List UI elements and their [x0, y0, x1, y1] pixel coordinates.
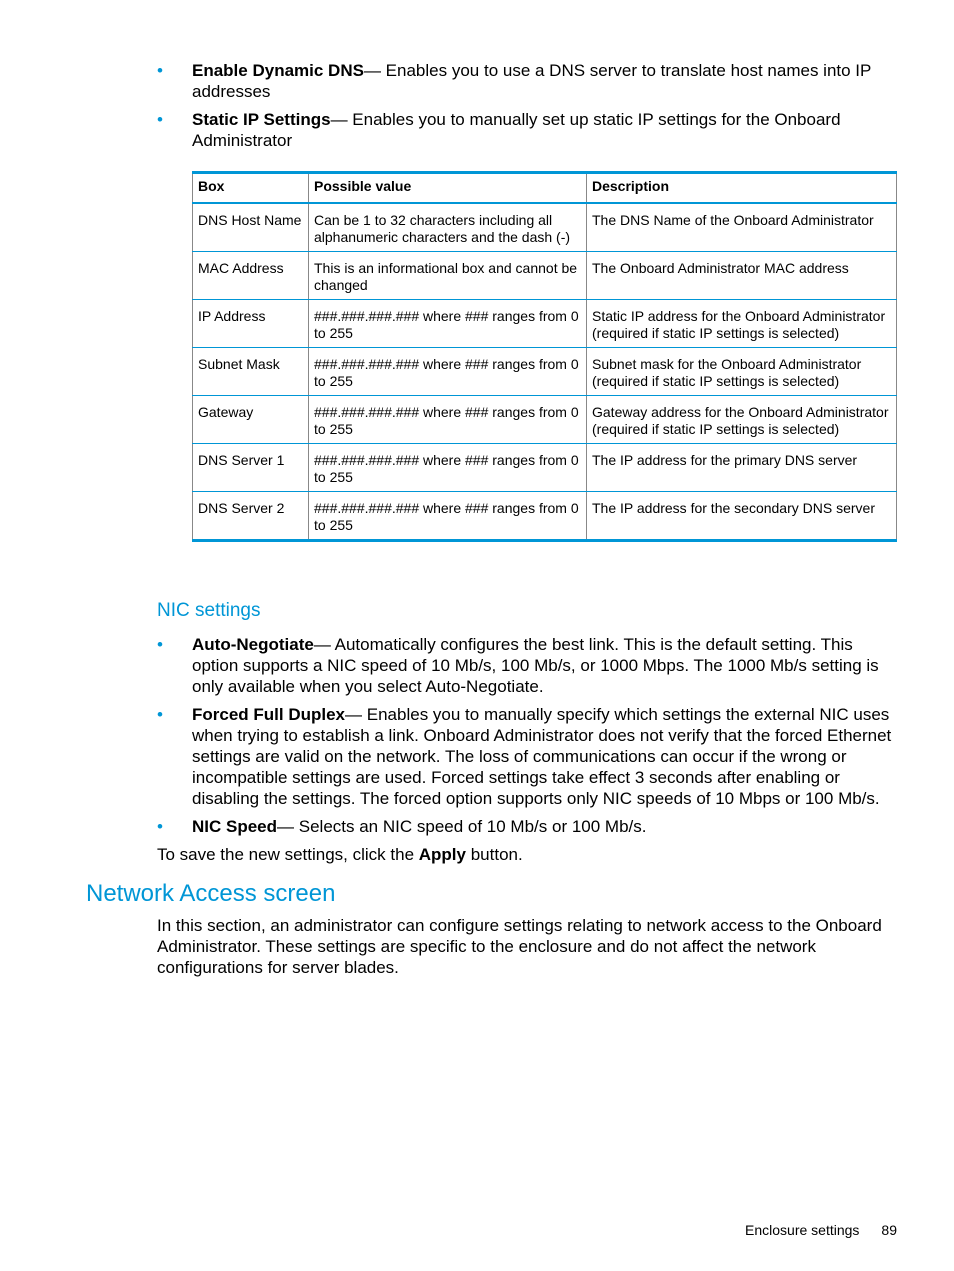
bullet-text: — Automatically configures the best link. This is the default setting. This option supports a NIC speed of 10 Mb/s, 100 Mb/s, or 1000 Mbps. The 1000 Mb/s setting is only available when you select Auto-Negotiate. [192, 635, 879, 696]
cell-value: ###.###.###.### where ### ranges from 0 to 255 [309, 300, 587, 348]
bullet-term: Static IP Settings [192, 110, 331, 129]
bullet-term: Auto-Negotiate [192, 635, 314, 654]
nic-bullet-list [157, 634, 902, 844]
cell-box: DNS Server 2 [193, 492, 309, 541]
section-heading: Network Access screen [86, 880, 336, 907]
header-possible-value: Possible value [309, 173, 587, 204]
bullet-icon: • [157, 110, 163, 129]
cell-value: ###.###.###.### where ### ranges from 0 to 255 [309, 492, 587, 541]
bullet-icon: • [157, 817, 163, 836]
cell-box: IP Address [193, 300, 309, 348]
bullet-item [157, 704, 902, 809]
cell-description: Gateway address for the Onboard Administrator (required if static IP settings is selected) [587, 396, 897, 444]
cell-value: Can be 1 to 32 characters including all alphanumeric characters and the dash (-) [309, 203, 587, 252]
cell-box: MAC Address [193, 252, 309, 300]
save-text-after: button. [465, 845, 523, 864]
bullet-item [157, 634, 902, 697]
bullet-icon: • [157, 705, 163, 724]
cell-value: This is an informational box and cannot be changed [309, 252, 587, 300]
table-row [193, 252, 897, 300]
bullet-text: — Enables you to manually specify which settings the external NIC uses when trying to establish a link. Onboard Administrator does not verify that the forced Ethernet settings are valid on the network. The loss of communications can occur if the wrong or incompatible settings are used. Forced settings take effect 3 seconds after enabling or disabling the settings. The forced option supports only NIC speeds of 10 Mbps or 100 Mb/s. [192, 705, 892, 808]
bullet-text: — Enables you to manually set up static IP settings for the Onboard Administrator [192, 110, 841, 150]
bullet-text: — Enables you to use a DNS server to translate host names into IP addresses [192, 61, 872, 101]
header-description: Description [587, 173, 897, 204]
cell-description: The DNS Name of the Onboard Administrator [587, 203, 897, 252]
bullet-icon: • [157, 61, 163, 80]
bullet-term: Forced Full Duplex [192, 705, 346, 724]
table-row [193, 348, 897, 396]
save-instruction [157, 844, 902, 865]
settings-table [192, 171, 897, 542]
bullet-icon: • [157, 635, 163, 654]
cell-description: The IP address for the primary DNS server [587, 444, 897, 492]
table-row [193, 444, 897, 492]
page-number: 89 [881, 1222, 897, 1238]
section-intro: In this section, an administrator can configure settings relating to network access to the Onboard Administrator. These settings are specific to the enclosure and do not affect the network configurations for server blades. [157, 916, 882, 977]
bullet-text: — Selects an NIC speed of 10 Mb/s or 100 Mb/s. [277, 817, 647, 836]
cell-description: The Onboard Administrator MAC address [587, 252, 897, 300]
table-header-row [193, 173, 897, 204]
table-row [193, 203, 897, 252]
cell-description: Subnet mask for the Onboard Administrator (required if static IP settings is selected) [587, 348, 897, 396]
top-bullet-list [157, 60, 902, 158]
table-row [193, 492, 897, 541]
page-footer [745, 1222, 897, 1238]
table-row [193, 396, 897, 444]
footer-section: Enclosure settings [745, 1222, 860, 1238]
cell-description: Static IP address for the Onboard Administrator (required if static IP settings is selected) [587, 300, 897, 348]
cell-description: The IP address for the secondary DNS server [587, 492, 897, 541]
save-text-before: To save the new settings, click the [157, 845, 419, 864]
apply-term: Apply [418, 845, 466, 864]
table-row [193, 300, 897, 348]
bullet-term: Enable Dynamic DNS [192, 61, 364, 80]
bullet-item [157, 60, 902, 102]
cell-box: DNS Host Name [193, 203, 309, 252]
cell-box: DNS Server 1 [193, 444, 309, 492]
header-box: Box [193, 173, 309, 204]
cell-value: ###.###.###.### where ### ranges from 0 to 255 [309, 444, 587, 492]
bullet-term: NIC Speed [192, 817, 278, 836]
cell-box: Gateway [193, 396, 309, 444]
cell-box: Subnet Mask [193, 348, 309, 396]
cell-value: ###.###.###.### where ### ranges from 0 to 255 [309, 348, 587, 396]
cell-value: ###.###.###.### where ### ranges from 0 to 255 [309, 396, 587, 444]
bullet-item [157, 816, 902, 837]
bullet-item [157, 109, 902, 151]
nic-settings-heading: NIC settings [157, 600, 261, 621]
